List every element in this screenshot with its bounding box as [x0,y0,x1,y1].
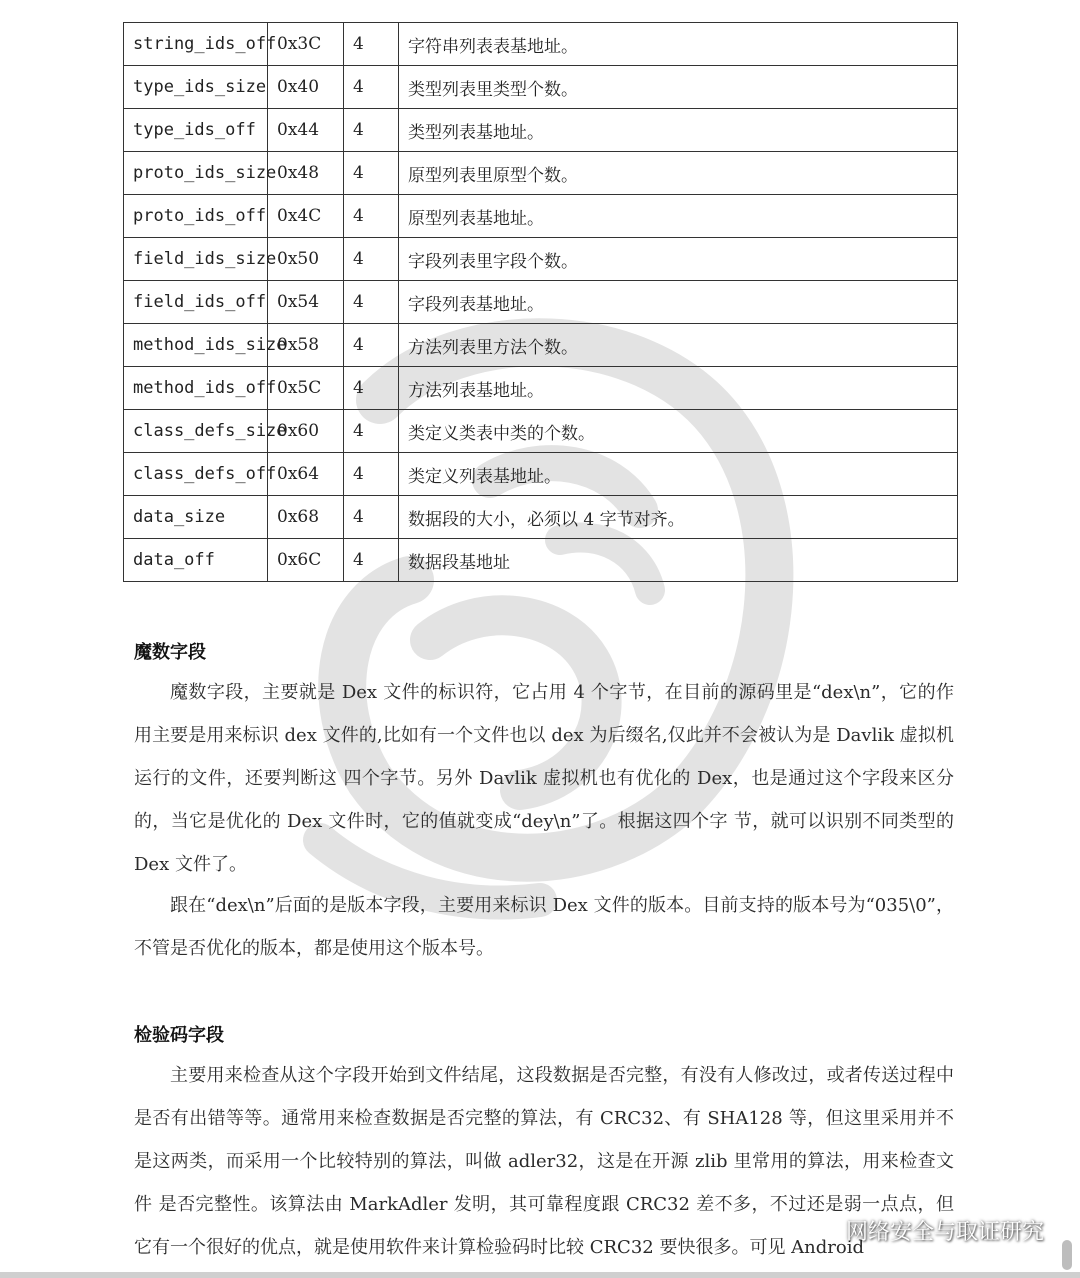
table-row [124,195,958,238]
field-desc-cell: 方法列表基地址。 [399,367,958,410]
checksum-section-heading: 检验码字段 [134,1025,224,1046]
field-size-cell: 4 [344,66,399,109]
field-name-cell: method_ids_off [124,367,268,410]
header-fields-table [123,22,958,582]
magic-paragraph-2: 跟在“dex\n”后面的是版本字段，主要用来标识 Dex 文件的版本。目前支持的版本号为“035\0”，不管是否优化的版本，都是使用这个版本号。 [134,895,954,959]
table-row [124,496,958,539]
field-size-cell: 4 [344,23,399,66]
table-row [124,238,958,281]
field-desc-cell: 原型列表里原型个数。 [399,152,958,195]
field-offset-cell: 0x58 [268,324,344,367]
field-offset-cell: 0x68 [268,496,344,539]
field-name-cell: type_ids_size [124,66,268,109]
field-offset-cell: 0x4C [268,195,344,238]
field-desc-cell: 类型列表基地址。 [399,109,958,152]
credit-text: 网络安全与取证研究 [845,1220,1044,1245]
field-desc-cell: 字段列表基地址。 [399,281,958,324]
field-size-cell: 4 [344,410,399,453]
field-offset-cell: 0x5C [268,367,344,410]
field-name-cell: field_ids_off [124,281,268,324]
field-name-cell: string_ids_off [124,23,268,66]
checksum-paragraph-1: 主要用来检查从这个字段开始到文件结尾，这段数据是否完整，有没有人修改过，或者传送过程中是否有出错等等。通常用来检查数据是否完整的算法，有 CRC32、有 SHA128 等，但这里采用并不是这两类，而采用一个比较特别的算法，叫做 adler32，这是在开源 zlib 里常用的算法，用来检查文件 是否完整性。该算法由 MarkAdler 发明，其可靠程度跟 CRC32 差不多，不过还是弱一点点，但它有一个很好的优点，就是使用软件来计算检验码时比较 CRC32 要快很多。可见 Android [134,1065,955,1258]
table-row [124,109,958,152]
table-row [124,281,958,324]
field-size-cell: 4 [344,496,399,539]
table-row [124,410,958,453]
field-size-cell: 4 [344,539,399,582]
field-name-cell: proto_ids_off [124,195,268,238]
wechat-icon [810,1218,840,1244]
field-offset-cell: 0x44 [268,109,344,152]
field-size-cell: 4 [344,281,399,324]
field-desc-cell: 原型列表基地址。 [399,195,958,238]
field-desc-cell: 类型列表里类型个数。 [399,66,958,109]
field-name-cell: data_off [124,539,268,582]
field-desc-cell: 方法列表里方法个数。 [399,324,958,367]
table-row [124,453,958,496]
table-row [124,367,958,410]
field-desc-cell: 数据段基地址 [399,539,958,582]
field-offset-cell: 0x60 [268,410,344,453]
field-name-cell: class_defs_size [124,410,268,453]
table-row [124,23,958,66]
table-row [124,66,958,109]
account-credit [810,1215,1044,1246]
field-name-cell: field_ids_size [124,238,268,281]
table-row [124,152,958,195]
scrollbar-thumb[interactable] [1062,1240,1072,1270]
magic-paragraph-1: 魔数字段，主要就是 Dex 文件的标识符，它占用 4 个字节，在目前的源码里是“dex\n”，它的作用主要是用来标识 dex 文件的,比如有一个文件也以 dex 为后缀名,仅此并不会被认为是 Davlik 虚拟机运行的文件，还要判断这 四个字节。另外 Davlik 虚拟机也有优化的 Dex，也是通过这个字段来区分的，当它是优化的 Dex 文件时，它的值就变成“dey\n”了。根据这四个字 节，就可以识别不同类型的 Dex 文件了。 [134,682,954,875]
field-name-cell: type_ids_off [124,109,268,152]
magic-section-heading: 魔数字段 [134,642,206,663]
field-offset-cell: 0x40 [268,66,344,109]
field-offset-cell: 0x64 [268,453,344,496]
field-desc-cell: 数据段的大小，必须以 4 字节对齐。 [399,496,958,539]
field-size-cell: 4 [344,367,399,410]
field-offset-cell: 0x3C [268,23,344,66]
table-row [124,539,958,582]
field-offset-cell: 0x6C [268,539,344,582]
field-offset-cell: 0x48 [268,152,344,195]
field-desc-cell: 类定义类表中类的个数。 [399,410,958,453]
field-size-cell: 4 [344,453,399,496]
field-size-cell: 4 [344,324,399,367]
field-size-cell: 4 [344,238,399,281]
field-desc-cell: 字符串列表表基地址。 [399,23,958,66]
field-name-cell: method_ids_size [124,324,268,367]
table-row [124,324,958,367]
field-name-cell: proto_ids_size [124,152,268,195]
bottom-bar [0,1272,1080,1278]
field-size-cell: 4 [344,152,399,195]
field-size-cell: 4 [344,109,399,152]
field-desc-cell: 类定义列表基地址。 [399,453,958,496]
field-offset-cell: 0x54 [268,281,344,324]
field-size-cell: 4 [344,195,399,238]
field-offset-cell: 0x50 [268,238,344,281]
field-name-cell: class_defs_off [124,453,268,496]
field-name-cell: data_size [124,496,268,539]
field-desc-cell: 字段列表里字段个数。 [399,238,958,281]
